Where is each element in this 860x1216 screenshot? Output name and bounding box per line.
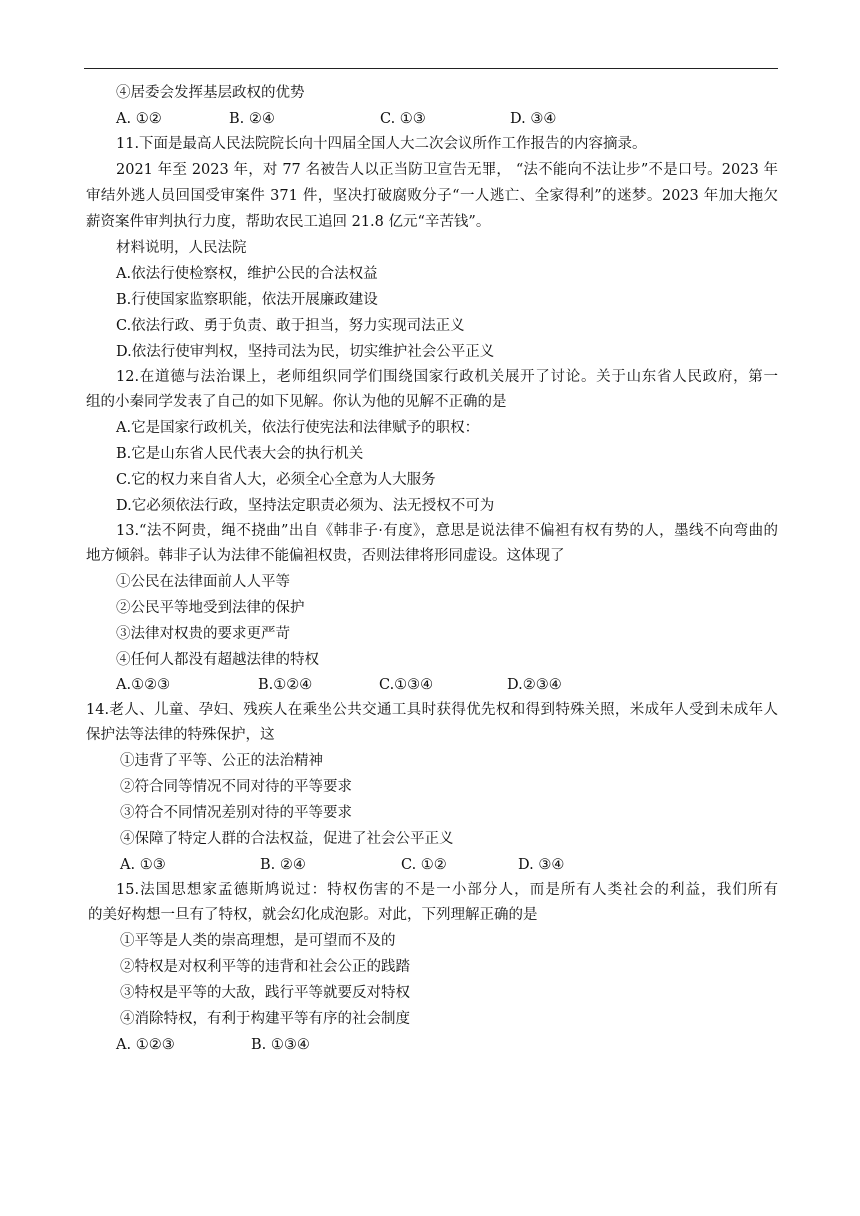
q14-item-3: ③符合不同情况差别对待的平等要求 bbox=[120, 805, 352, 821]
q15-stem-line-2: 的美好构想一旦有了特权，就会幻化成泡影。对此，下列理解正确的是 bbox=[88, 907, 538, 923]
q13-option-a: A.①②③ bbox=[116, 677, 171, 693]
q14-option-c: C. ①② bbox=[401, 857, 447, 873]
q11-material-line-3: 薪资案件审判执行力度，帮助农民工追回 21.8 亿元“辛苦钱”。 bbox=[86, 214, 491, 230]
q15-item-1: ①平等是人类的崇高理想，是可望而不及的 bbox=[120, 933, 396, 949]
q10-option-d: D. ③④ bbox=[510, 111, 557, 127]
q13-stem-line-2: 地方倾斜。韩非子认为法律不能偏袒权贵，否则法律将形同虚设。这体现了 bbox=[86, 548, 565, 564]
q14-option-b: B. ②④ bbox=[260, 857, 306, 873]
q13-item-3: ③法律对权贵的要求更严苛 bbox=[116, 626, 290, 642]
q15-options bbox=[116, 1035, 416, 1055]
q14-item-4: ④保障了特定人群的合法权益，促进了社会公平正义 bbox=[120, 831, 454, 847]
q12-option-a: A.它是国家行政机关，依法行使宪法和法律赋予的职权： bbox=[116, 420, 480, 436]
q13-option-b: B.①②④ bbox=[258, 677, 313, 693]
q10-option-b: B. ②④ bbox=[229, 111, 275, 127]
q12-option-c: C.它的权力来自省人大，必须全心全意为人大服务 bbox=[116, 472, 436, 488]
q15-item-2: ②特权是对权利平等的违背和社会公正的践踏 bbox=[120, 959, 410, 975]
q13-option-d: D.②③④ bbox=[507, 677, 562, 693]
q12-option-d: D.它必须依法行政，坚持法定职责必须为、法无授权不可为 bbox=[116, 498, 495, 514]
header-rule bbox=[84, 68, 778, 69]
q14-stem-line-2: 保护法等法律的特殊保护，这 bbox=[86, 727, 275, 743]
q11-material-line-1: 2021 年至 2023 年，对 77 名被告人以正当防卫宣告无罪， “法不能向不法让步”不是口号。2023 年 bbox=[116, 162, 778, 178]
q14-item-1: ①违背了平等、公正的法治精神 bbox=[120, 753, 323, 769]
q10-item-4: ④居委会发挥基层政权的优势 bbox=[116, 85, 305, 101]
q15-option-b: B. ①③④ bbox=[251, 1037, 310, 1053]
q15-item-4: ④消除特权，有利于构建平等有序的社会制度 bbox=[120, 1011, 410, 1027]
q10-options bbox=[116, 109, 576, 129]
q11-option-d: D.依法行使审判权，坚持司法为民，切实维护社会公平正义 bbox=[116, 344, 495, 360]
q12-stem-line-2: 组的小秦同学发表了自己的如下见解。你认为他的见解不正确的是 bbox=[86, 394, 507, 410]
q12-option-b: B.它是山东省人民代表大会的执行机关 bbox=[116, 446, 364, 462]
q11-option-c: C.依法行政、勇于负责、敢于担当，努力实现司法正义 bbox=[116, 318, 465, 334]
q12-stem-line-1: 12.在道德与法治课上，老师组织同学们围绕国家行政机关展开了讨论。关于山东省人民政府，第一 bbox=[116, 369, 778, 385]
q15-item-3: ③特权是平等的大敌，践行平等就要反对特权 bbox=[120, 985, 410, 1001]
q13-option-c: C.①③④ bbox=[379, 677, 434, 693]
q11-option-b: B.行使国家监察职能，依法开展廉政建设 bbox=[116, 292, 378, 308]
q13-options bbox=[116, 675, 596, 695]
q10-option-a: A. ①② bbox=[116, 111, 162, 127]
q13-item-1: ①公民在法律面前人人平等 bbox=[116, 574, 290, 590]
q11-question: 材料说明，人民法院 bbox=[116, 240, 247, 256]
q13-item-2: ②公民平等地受到法律的保护 bbox=[116, 600, 305, 616]
q13-stem-line-1: 13.“法不阿贵，绳不挠曲”出自《韩非子·有度》，意思是说法律不偏袒有权有势的人，墨线不向弯曲的 bbox=[116, 523, 778, 539]
q11-option-a: A.依法行使检察权，维护公民的合法权益 bbox=[116, 266, 378, 282]
q15-option-a: A. ①②③ bbox=[116, 1037, 175, 1053]
q11-material-line-2: 审结外逃人员回国受审案件 371 件，坚决打破腐败分子“一人逃亡、全家得利”的迷梦。2023 年加大拖欠 bbox=[86, 188, 778, 204]
q14-option-d: D. ③④ bbox=[518, 857, 565, 873]
q14-option-a: A. ①③ bbox=[120, 857, 166, 873]
q14-options bbox=[120, 855, 580, 875]
q14-item-2: ②符合同等情况不同对待的平等要求 bbox=[120, 779, 352, 795]
q11-stem: 11.下面是最高人民法院院长向十四届全国人大二次会议所作工作报告的内容摘录。 bbox=[116, 136, 647, 152]
q15-stem-line-1: 15.法国思想家孟德斯鸠说过：特权伤害的不是一小部分人，而是所有人类社会的利益，我们所有 bbox=[116, 882, 778, 898]
q14-stem-line-1: 14.老人、儿童、孕妇、残疾人在乘坐公共交通工具时获得优先权和得到特殊关照，米成年人受到未成年人 bbox=[86, 702, 778, 718]
q10-option-c: C. ①③ bbox=[380, 111, 426, 127]
q13-item-4: ④任何人都没有超越法律的特权 bbox=[116, 652, 319, 668]
